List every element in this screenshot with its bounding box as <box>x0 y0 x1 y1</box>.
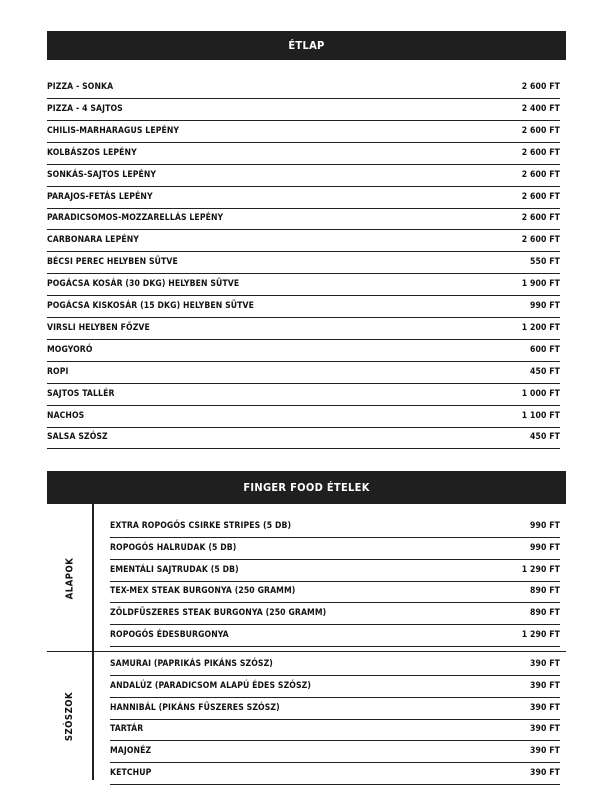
etlap-header <box>47 31 566 60</box>
menu-item <box>110 515 560 538</box>
menu-item <box>47 383 560 406</box>
group-divider-vertical <box>92 504 94 780</box>
menu-item-price: 1 200 FT <box>521 322 560 333</box>
menu-item-name: MOGYORÓ <box>47 344 93 355</box>
group-label-szoszok <box>50 652 90 780</box>
menu-item-name: ROPI <box>47 366 69 377</box>
menu-item-name: EMENTÁLI SAJTRUDAK (5 DB) <box>110 564 239 575</box>
menu-item-price: 1 100 FT <box>521 410 560 421</box>
menu-item-price: 1 290 FT <box>521 630 560 640</box>
menu-item-price: 990 FT <box>530 521 560 531</box>
finger-food-header <box>47 471 566 504</box>
menu-item <box>110 718 560 741</box>
menu-item <box>110 740 560 763</box>
group-label-text: ALAPOK <box>64 557 76 599</box>
menu-item-price: 1 000 FT <box>521 388 560 399</box>
menu-item <box>47 405 560 428</box>
menu-item-price: 890 FT <box>530 608 560 619</box>
menu-item-price: 390 FT <box>530 659 560 669</box>
menu-item <box>47 339 560 362</box>
menu-item <box>110 675 560 698</box>
menu-item <box>47 295 560 318</box>
menu-item <box>47 273 560 296</box>
menu-item-price: 990 FT <box>530 542 560 553</box>
menu-item-name: CHILIS-MARHARAGUS LEPÉNY <box>47 125 180 136</box>
menu-item <box>110 602 560 625</box>
menu-item-name: PARAJOS-FETÁS LEPÉNY <box>47 191 153 202</box>
menu-item-price: 1 290 FT <box>521 564 560 575</box>
menu-item <box>110 624 560 647</box>
menu-item-price: 390 FT <box>530 702 560 713</box>
menu-item <box>47 142 560 165</box>
menu-item-name: MAJONÉZ <box>110 746 152 757</box>
menu-item-name: POGÁCSA KISKOSÁR (15 DKG) HELYBEN SÜTVE <box>47 301 254 311</box>
menu-item <box>47 98 560 121</box>
menu-item <box>47 76 560 99</box>
menu-item-name: ANDALÚZ (PARADICSOM ALAPÚ ÉDES SZÓSZ) <box>110 680 311 691</box>
menu-item-name: TEX-MEX STEAK BURGONYA (250 GRAMM) <box>110 586 296 597</box>
group-label-text: SZÓSZOK <box>64 691 76 741</box>
menu-item-price: 2 600 FT <box>521 125 560 136</box>
menu-item-price: 2 400 FT <box>521 103 560 114</box>
menu-item-price: 2 600 FT <box>521 235 560 246</box>
menu-item <box>110 697 560 720</box>
menu-item-price: 2 600 FT <box>521 191 560 202</box>
menu-item <box>110 537 560 560</box>
menu-item-name: KOLBÁSZOS LEPÉNY <box>47 147 137 158</box>
menu-item-name: EXTRA ROPOGÓS CSIRKE STRIPES (5 DB) <box>110 521 292 531</box>
menu-item-price: 990 FT <box>530 301 560 311</box>
menu-item-price: 600 FT <box>530 344 560 355</box>
menu-item <box>47 317 560 340</box>
menu-item-price: 2 600 FT <box>521 169 560 180</box>
menu-item-name: BÉCSI PEREC HELYBEN SÜTVE <box>47 257 178 268</box>
menu-item-name: SONKÁS-SAJTOS LEPÉNY <box>47 169 157 180</box>
menu-item <box>47 426 560 449</box>
menu-item-price: 450 FT <box>530 366 560 377</box>
menu-item <box>47 361 560 384</box>
menu-item <box>47 229 560 252</box>
menu-item-name: KETCHUP <box>110 768 152 778</box>
menu-item-name: HANNIBÁL (PIKÁNS FŰSZERES SZÓSZ) <box>110 702 280 713</box>
menu-item-name: SAMURAI (PAPRIKÁS PIKÁNS SZÓSZ) <box>110 659 273 669</box>
menu-item-price: 450 FT <box>530 432 560 443</box>
menu-item-name: SAJTOS TALLÉR <box>47 388 115 399</box>
menu-item-name: ZÖLDFŰSZERES STEAK BURGONYA (250 GRAMM) <box>110 608 327 619</box>
menu-item-price: 390 FT <box>530 768 560 778</box>
menu-item-price: 2 600 FT <box>521 213 560 224</box>
menu-item <box>47 120 560 143</box>
menu-item-price: 390 FT <box>530 746 560 757</box>
menu-item-name: VIRSLI HELYBEN FŐZVE <box>47 322 150 333</box>
menu-item-name: CARBONARA LEPÉNY <box>47 235 139 246</box>
menu-item <box>47 186 560 209</box>
menu-item-name: POGÁCSA KOSÁR (30 DKG) HELYBEN SÜTVE <box>47 279 240 290</box>
menu-item-price: 390 FT <box>530 680 560 691</box>
menu-item-name: ROPOGÓS HALRUDAK (5 DB) <box>110 542 237 553</box>
menu-item <box>110 653 560 676</box>
menu-item-price: 1 900 FT <box>521 279 560 290</box>
menu-item <box>110 580 560 603</box>
menu-item-price: 390 FT <box>530 724 560 735</box>
finger-food-title: FINGER FOOD ÉTELEK <box>243 481 370 494</box>
menu-item <box>47 251 560 274</box>
menu-item-price: 2 600 FT <box>521 147 560 158</box>
menu-item-name: NACHOS <box>47 410 85 421</box>
menu-item-price: 2 600 FT <box>521 82 560 92</box>
etlap-title: ÉTLAP <box>288 39 325 52</box>
menu-item-name: ROPOGÓS ÉDESBURGONYA <box>110 630 229 640</box>
menu-item <box>47 207 560 230</box>
menu-item-name: TARTÁR <box>110 724 144 735</box>
menu-item <box>47 164 560 187</box>
menu-item-name: SALSA SZÓSZ <box>47 432 108 443</box>
menu-item <box>110 559 560 582</box>
menu-item-name: PIZZA - SONKA <box>47 82 114 92</box>
menu-item-name: PIZZA - 4 SAJTOS <box>47 103 123 114</box>
menu-item <box>110 762 560 785</box>
menu-item-price: 890 FT <box>530 586 560 597</box>
group-separator <box>47 651 566 652</box>
group-label-alapok <box>50 514 90 642</box>
menu-item-price: 550 FT <box>530 257 560 268</box>
menu-item-name: PARADICSOMOS-MOZZARELLÁS LEPÉNY <box>47 213 224 224</box>
